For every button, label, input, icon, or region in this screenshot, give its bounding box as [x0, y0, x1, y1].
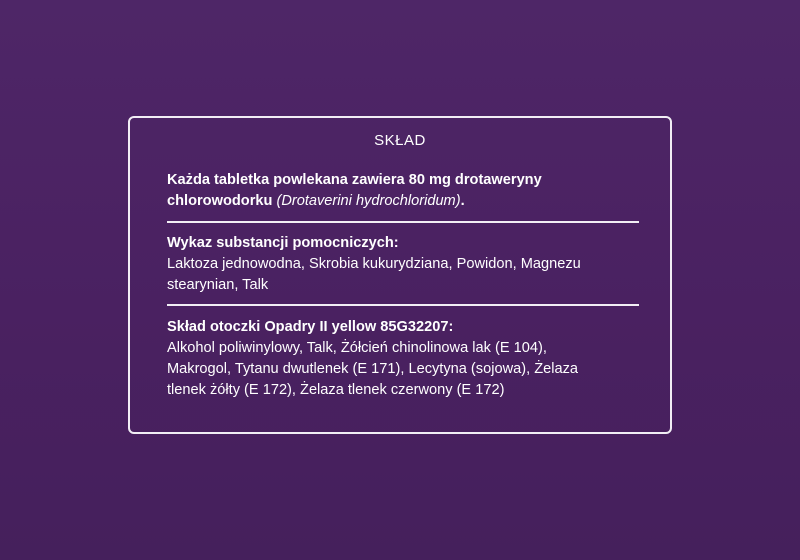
- excipients-line: stearynian, Talk: [167, 277, 269, 293]
- active-substance-section: [167, 170, 639, 212]
- composition-panel: [128, 116, 672, 434]
- active-substance-text: Każda tabletka powlekana zawiera 80 mg drotaweryny chlorowodorku: [167, 172, 542, 209]
- active-substance-latin-name: (Drotaverini hydrochloridum): [276, 193, 461, 209]
- coating-heading: Skład otoczki Opadry II yellow 85G32207:: [167, 319, 454, 335]
- active-substance-period: .: [460, 193, 465, 209]
- coating-line: Makrogol, Tytanu dwutlenek (E 171), Lecytyna (sojowa), Żelaza: [167, 361, 578, 377]
- coating-section: [167, 317, 639, 401]
- excipients-heading: Wykaz substancji pomocniczych:: [167, 235, 399, 251]
- panel-title: SKŁAD: [374, 132, 426, 149]
- excipients-line: Laktoza jednowodna, Skrobia kukurydziana, Powidon, Magnezu: [167, 256, 581, 272]
- coating-line: Alkohol poliwinylowy, Talk, Żółcień chinolinowa lak (E 104),: [167, 340, 547, 356]
- section-divider: [167, 304, 639, 306]
- section-divider: [167, 221, 639, 223]
- excipients-section: [167, 233, 639, 296]
- coating-line: tlenek żółty (E 172), Żelaza tlenek czerwony (E 172): [167, 382, 505, 398]
